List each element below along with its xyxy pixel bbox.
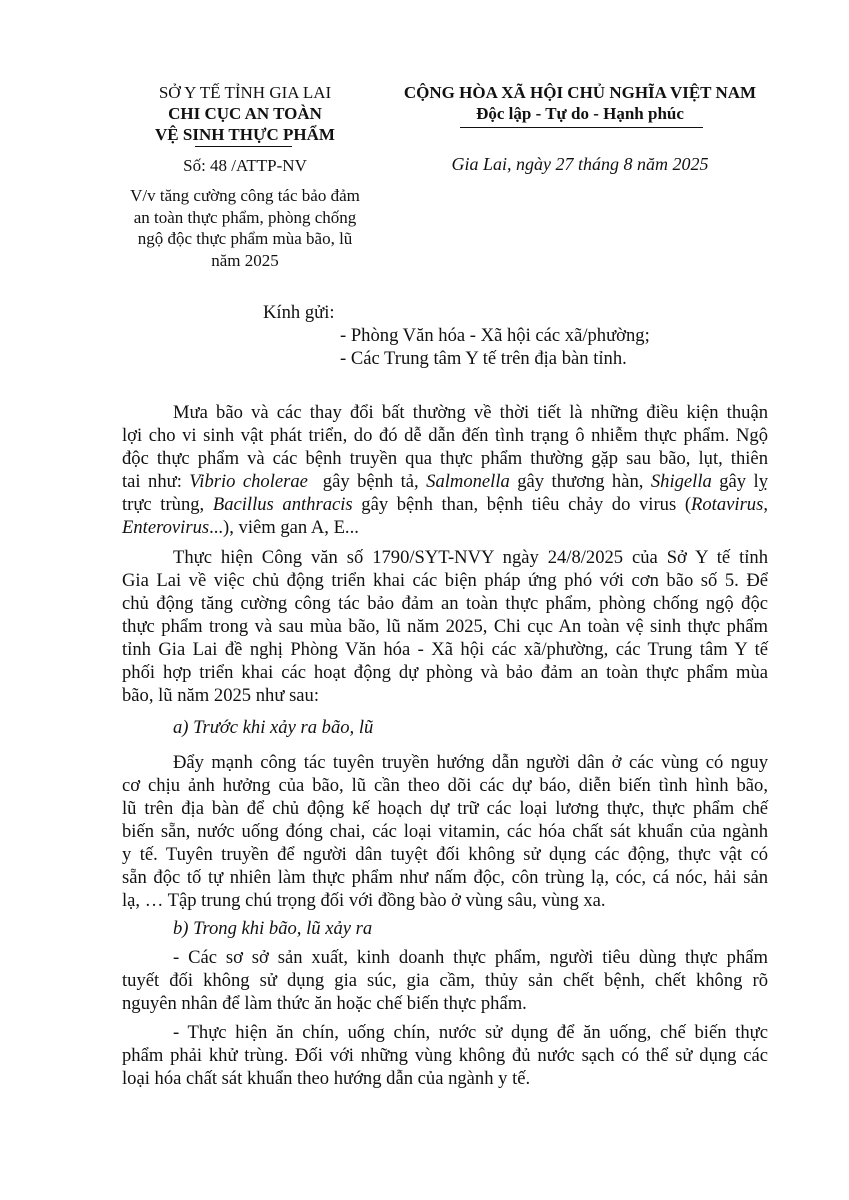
recipient-item: - Phòng Văn hóa - Xã hội các xã/phường;	[340, 325, 650, 346]
italic-term: Rotavirus	[691, 494, 764, 515]
recipients-list	[340, 324, 650, 370]
ministry-name: SỞ Y TẾ TỈNH GIA LAI	[158, 83, 332, 102]
nation-name: CỘNG HÒA XÃ HỘI CHỦ NGHĨA VIỆT NAM	[403, 83, 757, 102]
text-run: thực phẩm trong và sau mùa bão, lũ năm 2025, Chi cục An toàn vệ sinh thực phẩm	[122, 616, 768, 637]
document-subject	[115, 185, 375, 271]
italic-term: Enterovirus	[122, 517, 210, 538]
italic-term: Shigella	[650, 471, 712, 492]
paragraph-line	[122, 797, 768, 820]
subject-line: V/v tăng cường công tác bảo đảm	[130, 186, 360, 205]
paragraph-line	[122, 424, 768, 447]
text-run: loại hóa chất sát khuẩn theo hướng dẫn của ngành y tế.	[122, 1068, 531, 1089]
text-run: phối hợp triển khai các hoạt động dự phòng và bảo đảm an toàn thực phẩm mùa	[122, 662, 768, 683]
text-run: ...), viêm gan A, E...	[209, 517, 359, 538]
section-heading-text: b) Trong khi bão, lũ xảy ra	[173, 918, 373, 939]
text-run: ,	[763, 494, 768, 515]
paragraph-line	[122, 774, 768, 797]
text-run: độc thực phẩm và các bệnh truyền qua thực phẩm thường gặp sau bão, lụt, thiên	[122, 448, 768, 469]
text-run: Thực hiện Công văn số 1790/SYT-NVY ngày 24/8/2025 của Sở Y tế tỉnh	[173, 547, 768, 568]
paragraph-line	[122, 992, 768, 1015]
paragraph-line	[122, 592, 768, 615]
text-run: lạ, … Tập trung chú trọng đối với đồng bào ở vùng sâu, vùng xa.	[122, 890, 606, 911]
paragraph-line	[122, 661, 768, 684]
body-paragraph	[122, 401, 768, 539]
text-run: bão, lũ năm 2025 như sau:	[122, 685, 320, 706]
text-run: cơ chịu ảnh hưởng của bão, lũ cần theo dõi các dự báo, diễn biến tình hình bão,	[122, 775, 768, 796]
section-heading	[122, 917, 768, 940]
text-run: Gia Lai về việc chủ động triển khai các biện pháp ứng phó với cơn bão số 5. Để	[122, 570, 768, 591]
text-run: - Các sơ sở sản xuất, kinh doanh thực phẩm, người tiêu dùng thực phẩm	[173, 947, 768, 968]
section-heading	[122, 716, 768, 739]
paragraph-line	[122, 751, 768, 774]
italic-term: Bacillus anthracis	[212, 494, 353, 515]
agency-name-line1: CHI CỤC AN TOÀN	[168, 104, 322, 123]
paragraph-line	[122, 1021, 768, 1044]
subject-line: ngộ độc thực phẩm mùa bão, lũ	[137, 229, 353, 248]
agency-name-line2: VỆ SINH THỰC PHẨM	[155, 125, 335, 144]
paragraph-line	[122, 1044, 768, 1067]
subject-line: năm 2025	[211, 250, 279, 270]
national-title-block	[380, 82, 780, 124]
text-run: - Thực hiện ăn chín, uống chín, nước sử dụng để ăn uống, chế biến thực	[173, 1022, 768, 1043]
paragraph-line	[122, 546, 768, 569]
agency-underline	[195, 146, 292, 147]
paragraph-line	[122, 516, 768, 539]
recipients-label: Kính gửi:	[263, 302, 335, 323]
national-motto: Độc lập - Tự do - Hạnh phúc	[476, 104, 684, 123]
section-heading-text: a) Trước khi xảy ra bão, lũ	[173, 717, 374, 738]
text-run: tỉnh Gia Lai đề nghị Phòng Văn hóa - Xã hội các xã/phường, các Trung tâm Y tế	[122, 639, 768, 660]
text-run: sẵn độc tố tự nhiên làm thực phẩm như nấm độc, côn trùng lạ, cóc, cá nóc, hải sản	[122, 867, 768, 888]
paragraph-line	[122, 889, 768, 912]
paragraph-line	[122, 470, 768, 493]
text-run: gây lỵ	[711, 471, 768, 492]
text-run: chủ động tăng cường công tác bảo đảm an toàn thực phẩm, phòng chống ngộ độc	[122, 593, 768, 614]
text-run: gây thương hàn,	[509, 471, 651, 492]
issuing-agency-block	[115, 82, 375, 145]
italic-term: Salmonella	[426, 471, 510, 492]
paragraph-line	[122, 684, 768, 707]
text-run: tuyết đối không sử dụng gia súc, gia cầm, thủy sản chết bệnh, chết không rõ	[122, 970, 768, 991]
paragraph-line	[122, 1067, 768, 1090]
paragraph-line	[122, 946, 768, 969]
paragraph-line	[122, 401, 768, 424]
body-paragraph	[122, 946, 768, 1015]
body-paragraph	[122, 546, 768, 707]
text-run: gây bệnh tả,	[307, 471, 427, 492]
paragraph-line	[122, 820, 768, 843]
paragraph-line	[122, 569, 768, 592]
paragraph-line	[122, 969, 768, 992]
text-run: gây bệnh than, bệnh tiêu chảy do virus (	[352, 494, 692, 515]
body-paragraph	[122, 1021, 768, 1090]
paragraph-line	[122, 866, 768, 889]
paragraph-line	[122, 843, 768, 866]
text-run: tai như:	[122, 471, 190, 492]
text-run: trực trùng,	[122, 494, 213, 515]
text-run: lũ trên địa bàn để chủ động kế hoạch dự trữ các loại lương thực, thực phẩm chế	[122, 798, 768, 819]
text-run: nguyên nhân để làm thức ăn hoặc chế biến thực phẩm.	[122, 993, 527, 1014]
text-run: phẩm phải khử trùng. Đối với những vùng không đủ nước sạch có thể sử dụng các	[122, 1045, 768, 1066]
paragraph-line	[122, 638, 768, 661]
subject-line: an toàn thực phẩm, phòng chống	[133, 207, 357, 227]
document-number: Số: 48 /ATTP-NV	[183, 156, 307, 175]
text-run: Mưa bão và các thay đổi bất thường về thời tiết là những điều kiện thuận	[173, 402, 768, 423]
motto-underline	[460, 127, 703, 128]
paragraph-line	[122, 493, 768, 516]
text-run: biến sẵn, nước uống đóng chai, các loại vitamin, các hóa chất sát khuẩn của ngành	[122, 821, 768, 842]
text-run: lợi cho vi sinh vật phát triển, do đó dễ dẫn đến tình trạng ô nhiễm thực phẩm. Ngộ	[122, 425, 768, 446]
text-run: Đẩy mạnh công tác tuyên truyền hướng dẫn người dân ở các vùng có nguy	[173, 752, 768, 773]
recipient-item: - Các Trung tâm Y tế trên địa bàn tỉnh.	[340, 348, 627, 369]
paragraph-line	[122, 447, 768, 470]
body-paragraph	[122, 751, 768, 912]
text-run: y tế. Tuyên truyền để người dân tuyệt đối không sử dụng các động, thực vật có	[122, 844, 768, 865]
italic-term: Vibrio cholerae	[189, 471, 308, 492]
document-date: Gia Lai, ngày 27 tháng 8 năm 2025	[451, 154, 709, 174]
paragraph-line	[122, 615, 768, 638]
